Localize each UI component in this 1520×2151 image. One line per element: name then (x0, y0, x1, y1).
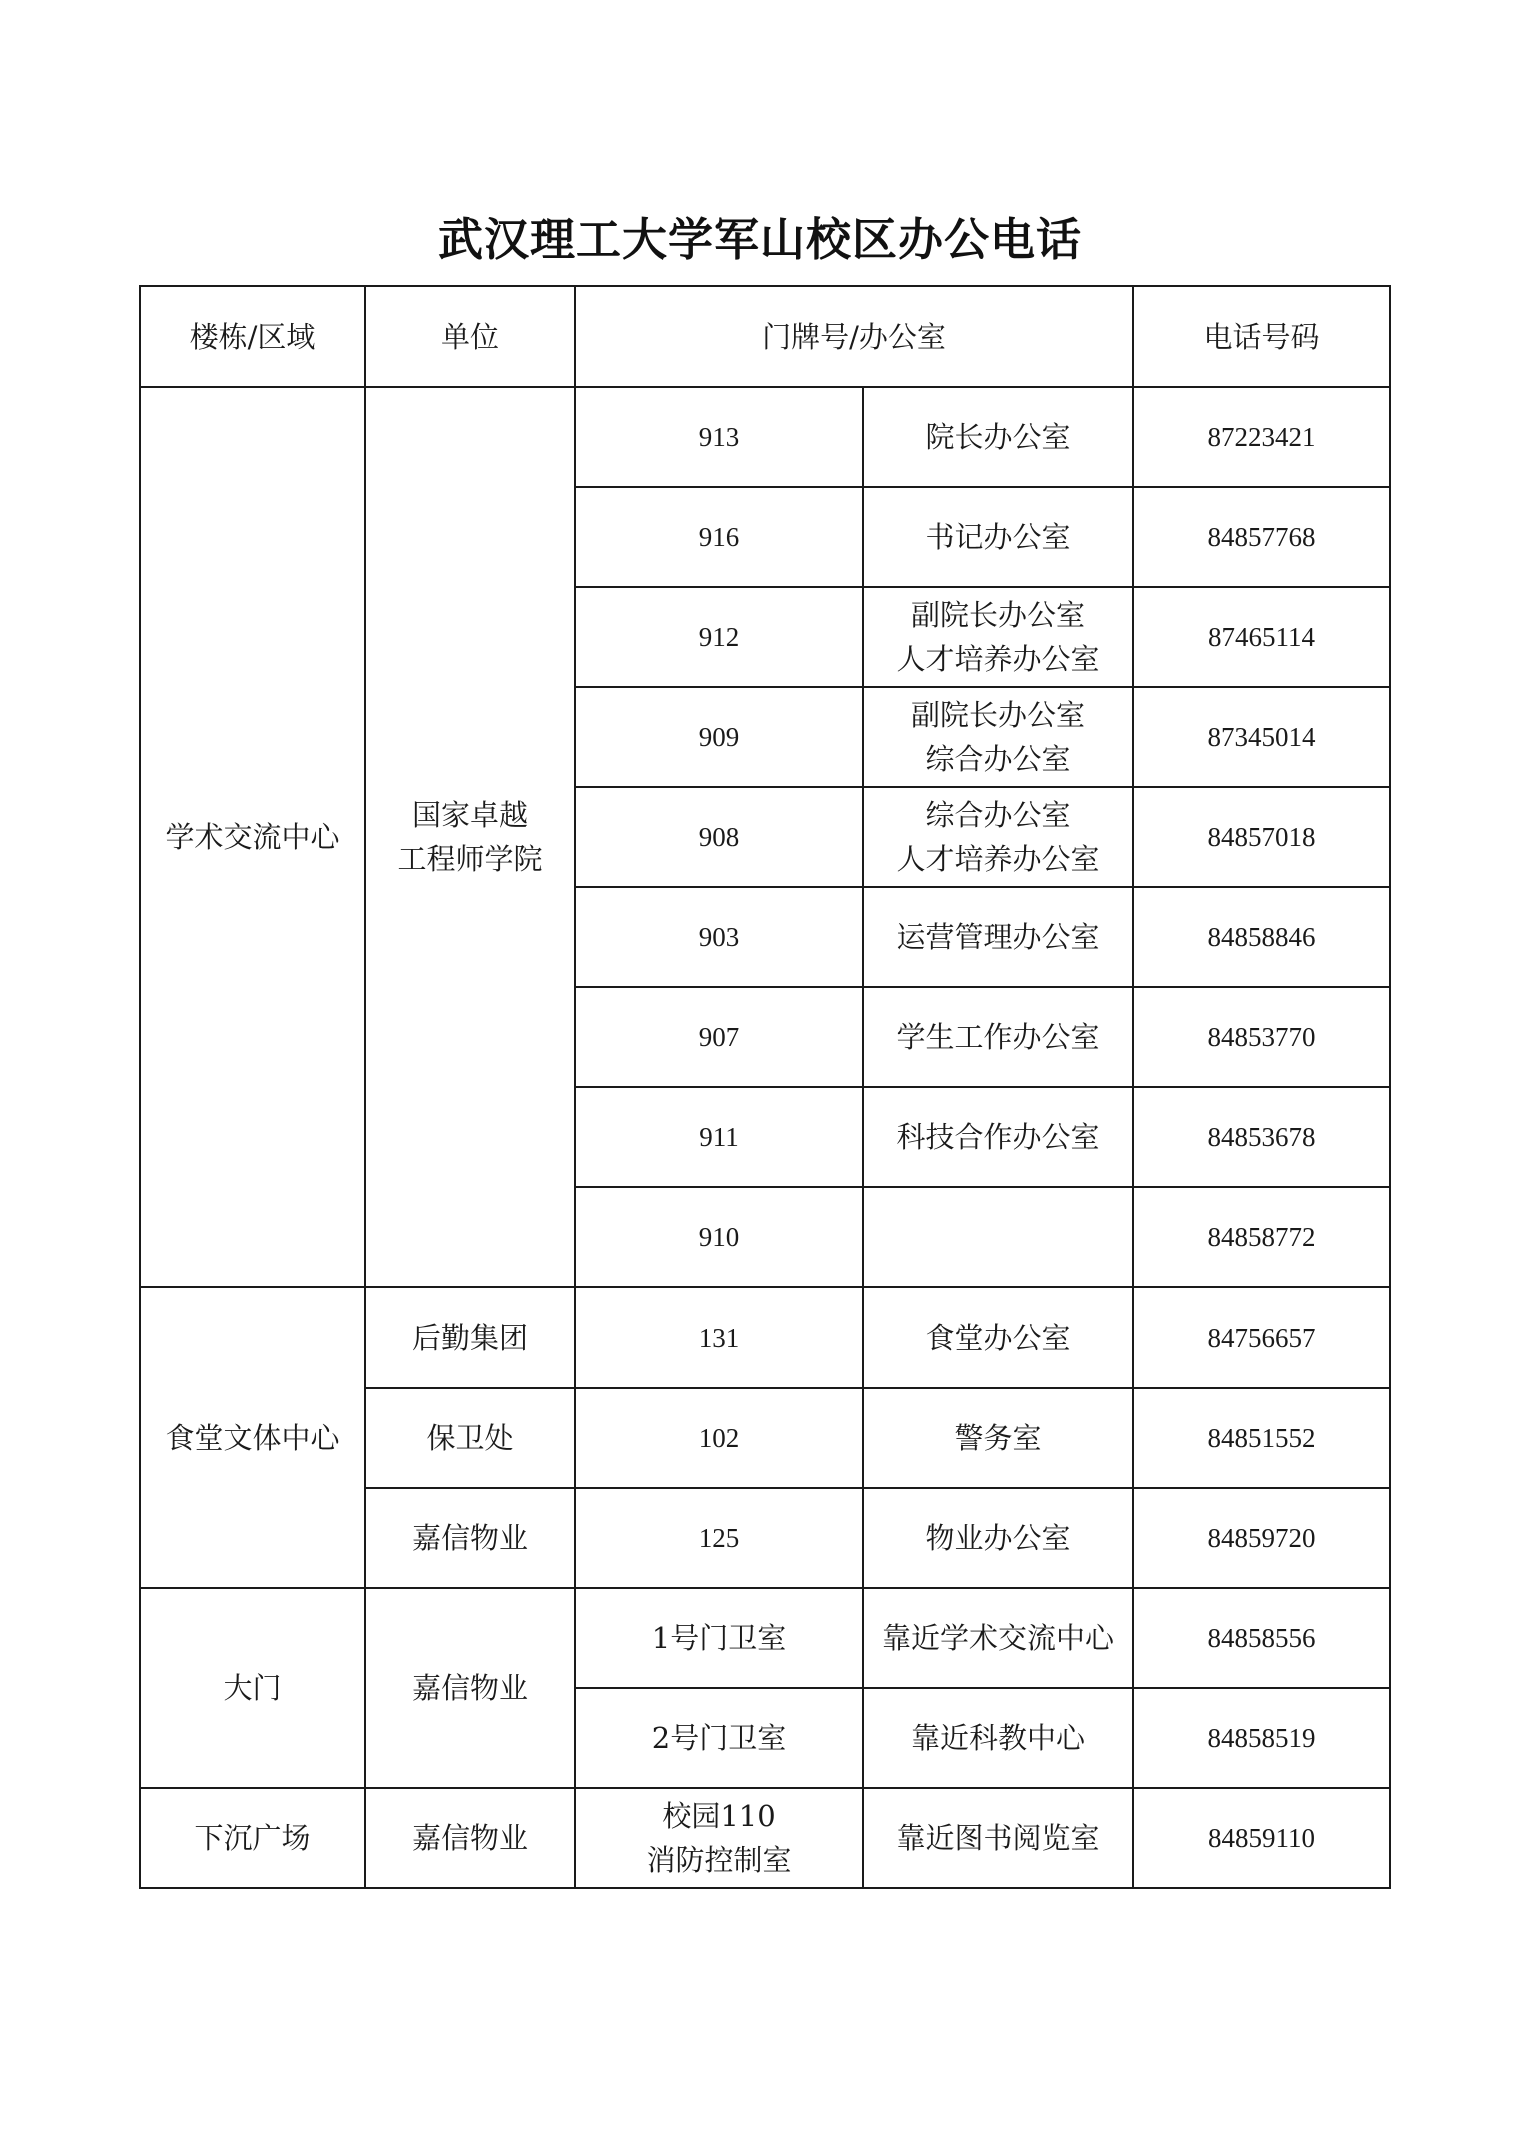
header-room: 门牌号/办公室 (575, 286, 1133, 387)
building-cell: 食堂文体中心 (140, 1287, 365, 1587)
office-name-cell (863, 1187, 1133, 1287)
building-cell: 大门 (140, 1588, 365, 1788)
office-name-cell-line: 副院长办公室 (910, 598, 1085, 633)
unit-cell-line: 工程师学院 (397, 842, 543, 877)
office-name-cell (863, 1788, 1133, 1888)
office-name-cell-line: 靠近图书阅览室 (896, 1820, 1100, 1855)
office-name-cell (863, 687, 1133, 787)
office-name-cell-line: 运营管理办公室 (896, 920, 1100, 955)
office-phone-table (139, 285, 1391, 1889)
unit-cell-line: 嘉信物业 (411, 1670, 528, 1705)
unit-cell-line: 保卫处 (426, 1420, 514, 1455)
office-name-cell (863, 987, 1133, 1087)
phone-number-cell: 84858772 (1133, 1187, 1390, 1287)
page-title: 武汉理工大学军山校区办公电话 (437, 213, 1082, 266)
office-name-cell (863, 1388, 1133, 1488)
office-name-cell-line: 人才培养办公室 (896, 642, 1100, 677)
unit-cell-line: 后勤集团 (411, 1320, 528, 1355)
office-name-cell (863, 1588, 1133, 1688)
building-cell: 学术交流中心 (140, 387, 365, 1287)
office-name-cell-line: 综合办公室 (925, 798, 1071, 833)
office-name-cell-line: 食堂办公室 (925, 1320, 1071, 1355)
header-building: 楼栋/区域 (140, 286, 365, 387)
office-name-cell-line: 院长办公室 (925, 420, 1071, 455)
room-number-cell (575, 1788, 863, 1888)
table-body (140, 286, 1390, 1888)
table-row (140, 387, 1390, 487)
office-name-cell (863, 1488, 1133, 1588)
room-number-cell: 131 (575, 1287, 863, 1387)
phone-number-cell: 87465114 (1133, 587, 1390, 687)
office-name-cell-line: 警务室 (954, 1420, 1042, 1455)
unit-cell (365, 1488, 575, 1588)
phone-number-cell: 84857018 (1133, 787, 1390, 887)
unit-cell (365, 1287, 575, 1387)
room-number-cell: 2号门卫室 (575, 1688, 863, 1788)
office-name-cell (863, 787, 1133, 887)
unit-cell (365, 1788, 575, 1888)
room-number-cell: 909 (575, 687, 863, 787)
header-row (140, 286, 1390, 387)
room-number-cell: 125 (575, 1488, 863, 1588)
unit-cell (365, 1388, 575, 1488)
office-name-cell (863, 1688, 1133, 1788)
room-number-cell-line: 校园110 (662, 1798, 776, 1833)
phone-number-cell: 84851552 (1133, 1388, 1390, 1488)
office-name-cell-line: 人才培养办公室 (896, 842, 1100, 877)
office-name-cell (863, 587, 1133, 687)
room-number-cell-line: 消防控制室 (646, 1842, 792, 1877)
office-name-cell-line: 学生工作办公室 (896, 1020, 1100, 1055)
office-name-cell (863, 387, 1133, 487)
unit-cell (365, 1588, 575, 1788)
table-row (140, 1788, 1390, 1888)
office-name-cell (863, 1087, 1133, 1187)
room-number-cell: 913 (575, 387, 863, 487)
phone-number-cell: 84858846 (1133, 887, 1390, 987)
unit-cell-line: 嘉信物业 (411, 1520, 528, 1555)
office-name-cell-line: 科技合作办公室 (896, 1120, 1100, 1155)
room-number-cell: 912 (575, 587, 863, 687)
room-number-cell: 907 (575, 987, 863, 1087)
room-number-cell: 102 (575, 1388, 863, 1488)
building-cell: 下沉广场 (140, 1788, 365, 1888)
room-number-cell: 916 (575, 487, 863, 587)
room-number-cell: 903 (575, 887, 863, 987)
office-name-cell-line: 书记办公室 (925, 520, 1071, 555)
office-name-cell-line: 综合办公室 (925, 742, 1071, 777)
office-name-cell (863, 487, 1133, 587)
room-number-cell: 1号门卫室 (575, 1588, 863, 1688)
office-name-cell (863, 887, 1133, 987)
office-name-cell-line: 物业办公室 (925, 1520, 1071, 1555)
phone-number-cell: 84857768 (1133, 487, 1390, 587)
room-number-cell: 910 (575, 1187, 863, 1287)
phone-number-cell: 84853678 (1133, 1087, 1390, 1187)
table-row (140, 1287, 1390, 1387)
table-row (140, 1588, 1390, 1688)
phone-number-cell: 84858519 (1133, 1688, 1390, 1788)
phone-number-cell: 84859110 (1133, 1788, 1390, 1888)
unit-cell (365, 387, 575, 1287)
phone-number-cell: 84859720 (1133, 1488, 1390, 1588)
unit-cell-line: 国家卓越 (411, 798, 528, 833)
phone-number-cell: 87223421 (1133, 387, 1390, 487)
phone-number-cell: 87345014 (1133, 687, 1390, 787)
office-name-cell (863, 1287, 1133, 1387)
office-name-cell-line: 靠近科教中心 (910, 1720, 1085, 1755)
office-name-cell-line: 副院长办公室 (910, 698, 1085, 733)
room-number-cell: 908 (575, 787, 863, 887)
phone-number-cell: 84756657 (1133, 1287, 1390, 1387)
phone-number-cell: 84853770 (1133, 987, 1390, 1087)
unit-cell-line: 嘉信物业 (411, 1820, 528, 1855)
room-number-cell: 911 (575, 1087, 863, 1187)
office-name-cell-line: 靠近学术交流中心 (881, 1620, 1114, 1655)
phone-number-cell: 84858556 (1133, 1588, 1390, 1688)
header-unit: 单位 (365, 286, 575, 387)
header-phone: 电话号码 (1133, 286, 1390, 387)
